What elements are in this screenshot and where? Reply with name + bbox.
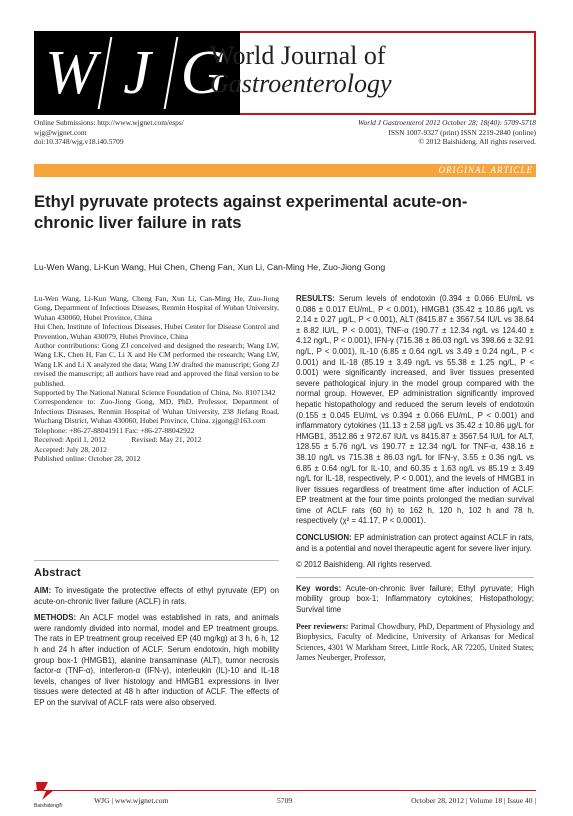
methods-text: An ACLF model was established in rats, and animals were randomly divided into normal, model and EP treatment groups. The rats in EP treatment group received EP (40 mg/kg) at 3 h, 6 h, 12 h and 24 h after induction of ACLF. Serum endotoxin, high mobility group box-1 (HMGB1), alanine transaminase (ALT), tumor necrosis factor-α (TNF-α), interferon-α (IFN-γ), interleukin (IL)-10 and IL-18 levels, changes of liver histology and HMGB1 expressions in liver tissues were detected at 48 h after induction of ACLF. The effects of EP on the survival of ACLF rats were also observed. — [34, 613, 279, 707]
affiliation-1: Lu-Wen Wang, Li-Kun Wang, Cheng Fan, Xun Li, Can-Ming He, Zuo-Jiong Gong, Department of Infectious Diseases, Renmin Hospital of Wuhan University, Wuhan 430060, Hubei Province, China — [34, 294, 279, 322]
funding: Supported by The National Natural Science Foundation of China, No. 81071342 — [34, 388, 276, 398]
keywords-text: Acute-on-chronic liver failure; Ethyl pyruvate; High mobility group box-1; Inflammatory cytokines; Histopathology; Survival time — [296, 583, 534, 615]
abstract-heading: Abstract — [34, 567, 82, 579]
peer-label: Peer reviewers: — [296, 621, 349, 631]
affiliations — [34, 294, 279, 463]
logo-letter-j: J — [123, 39, 151, 107]
revised-date: Revised: May 21, 2012 — [131, 435, 202, 445]
dates-row — [34, 435, 279, 444]
baishideng-logo-icon — [34, 778, 64, 804]
logo-letter-w: W — [45, 39, 97, 107]
peer-text: Parimal Chowdhury, PhD, Department of Physiology and Biophysics, Faculty of Medicine, University of Arkansas for Medical Sciences, 4301 W Markham Street, Little Rock, AR 72205, United States; James Neuberger, Professor, — [296, 621, 534, 663]
methods-label: METHODS: — [34, 613, 77, 623]
section-label: ORIGINAL ARTICLE — [438, 165, 533, 175]
aim-text: To investigate the protective effects of ethyl pyruvate (EP) on acute-on-chronic liver failure (ACLF) in rats. — [34, 586, 279, 606]
logo-letter-g: G — [180, 39, 226, 107]
page-number: 5709 — [277, 796, 293, 805]
copyright-header: © 2012 Baishideng. All rights reserved. — [418, 137, 536, 146]
article-title: Ethyl pyruvate protects against experimental acute-on-chronic liver failure in rats — [34, 192, 468, 232]
correspondence: Correspondence to: Zuo-Jiong Gong, MD, PhD, Professor, Department of Infectious Diseases, Renmin Hospital of Wuhan University, 238 Jiefang Road, Wuchang District, Wuhan 430060, Hubei Province, China. zjgong@163.com — [34, 397, 279, 426]
abstract-copyright: © 2012 Baishideng. All rights reserved. — [296, 560, 433, 570]
keywords-paragraph — [296, 584, 534, 616]
publisher-name: Baishideng® — [34, 803, 63, 809]
submission-email[interactable]: wjg@wjgnet.com — [34, 127, 87, 137]
abstract-rule — [34, 560, 279, 561]
submission-url[interactable]: Online Submissions: http://www.wjgnet.com/esps/ — [34, 118, 184, 127]
published-date: Published online: October 28, 2012 — [34, 453, 141, 463]
footer-rule — [34, 790, 536, 791]
publisher-logo — [34, 778, 64, 804]
journal-name-line1: World Journal of — [210, 41, 386, 70]
methods-paragraph — [34, 613, 279, 708]
results-text: Serum levels of endotoxin (0.394 ± 0.066 EU/mL vs 0.086 ± 0.017 EU/mL, P < 0.001), HMGB1 (35.42 ± 10.86 μg/L vs 2.14 ± 0.27 μg/L, P < 0.001), ALT (8415.87 ± 3567.54 IU/L vs 38.64 ± 8.82 IU/L, P < 0.001), TNF-α (190.77 ± 12.34 ng/L vs 124.40 ± 4.12 ng/L, P < 0.001), IFN-γ (715.38 ± 86.03 ng/L vs 398.66 ± 32.91 ng/L, P < 0.001), IL-10 (6.85 ± 0.64 ng/L vs 3.49 ± 0.24 ng/L, P < 0.001) and IL-18 (85.19 ± 3.49 ng/L vs 55.38 ± 1.25 ng/L, P < 0.001) were significantly increased, and liver tissues presented severe pathological injury in the model group compared with the normal group. However, EP administration significantly improved hepatic histopathology and reduced the serum levels of endotoxin (0.155 ± 0.045 EU/mL vs 0.394 ± 0.066 EU/mL, P < 0.001) and inflammatory cytokines (11.13 ± 2.58 μg/L vs 35.42 ± 10.86 μg/L for HMGB1, 3512.86 ± 972.67 IU/L vs 8415.87 ± 3567.54 IU/L for ALT, 128.55 ± 5.76 ng/L vs 190.77 ± 12.34 ng/L for TNF-α, 438.16 ± 38.10 ng/L vs 715.38 ± 86.03 ng/L for IFN-γ, 3.55 ± 0.36 ng/L vs 6.85 ± 0.64 ng/L for IL-10, and 60.35 ± 1.63 ng/L vs 85.19 ± 3.49 ng/L for IL-18, respectively, P < 0.001), and the levels of HMGB1 in liver tissues regardless of treatment time after induction of ACLF. EP treatment at the four time points prolonged the median survival time of ACLF rats (60 h) to 162 h, 120 h, 102 h and 78 h, respectively (χ² = 41.17, P < 0.0001). — [296, 294, 534, 526]
results-paragraph — [296, 294, 534, 527]
footer-right: October 28, 2012 | Volume 18 | Issue 40 | — [411, 796, 536, 805]
abstract-right — [296, 294, 534, 670]
journal-name — [210, 42, 530, 98]
peer-reviewers-paragraph — [296, 622, 534, 664]
submission-info — [34, 118, 184, 147]
affiliation-2: Hui Chen, Institute of Infectious Diseases, Hubei Center for Disease Control and Prevention, Wuhan 430079, Hubei Province, China — [34, 322, 279, 341]
conclusion-text: EP administration can protect against ACLF in rats, and is a potential and novel therapeutic agent for severe liver injury. — [296, 533, 534, 553]
results-label: RESULTS: — [296, 294, 335, 303]
citation-info — [358, 118, 536, 147]
journal-name-line2: Gastroenterology — [210, 69, 392, 98]
issn: ISSN 1007-9327 (print) ISSN 2219-2840 (online) — [388, 127, 536, 137]
author-list: Lu-Wen Wang, Li-Kun Wang, Hui Chen, Cheng Fan, Xun Li, Can-Ming He, Zuo-Jiong Gong — [34, 262, 386, 272]
doi[interactable]: doi:10.3748/wjg.v18.i40.5709 — [34, 137, 124, 146]
telephone-fax: Telephone: +86-27-88041911 Fax: +86-27-88042922 — [34, 425, 195, 435]
aim-paragraph — [34, 586, 279, 607]
citation: World J Gastroenterol 2012 October 28; 18(40): 5709-5718 — [358, 118, 536, 127]
keywords-label: Key words: — [296, 583, 342, 593]
received-date: Received: April 1, 2012 — [34, 435, 106, 445]
abstract-left — [34, 586, 279, 715]
footer-left: WJG | www.wjgnet.com — [94, 796, 169, 805]
conclusion-label: CONCLUSION: — [296, 533, 352, 543]
aim-label: AIM: — [34, 586, 52, 595]
author-contributions: Author contributions: Gong ZJ conceived and designed the research; Wang LW, Wang LK, Chen H, Fan C, Li X and He CM performed the research; Wang LW, Wang LK and Li X analyzed the data; Wang LW drafted the manuscript; Gong ZJ revised the manuscript; all authors have read and approved the final version to be published. — [34, 341, 279, 388]
accepted-date: Accepted: July 28, 2012 — [34, 444, 107, 454]
keywords-rule — [296, 577, 534, 578]
conclusion-paragraph — [296, 533, 534, 554]
